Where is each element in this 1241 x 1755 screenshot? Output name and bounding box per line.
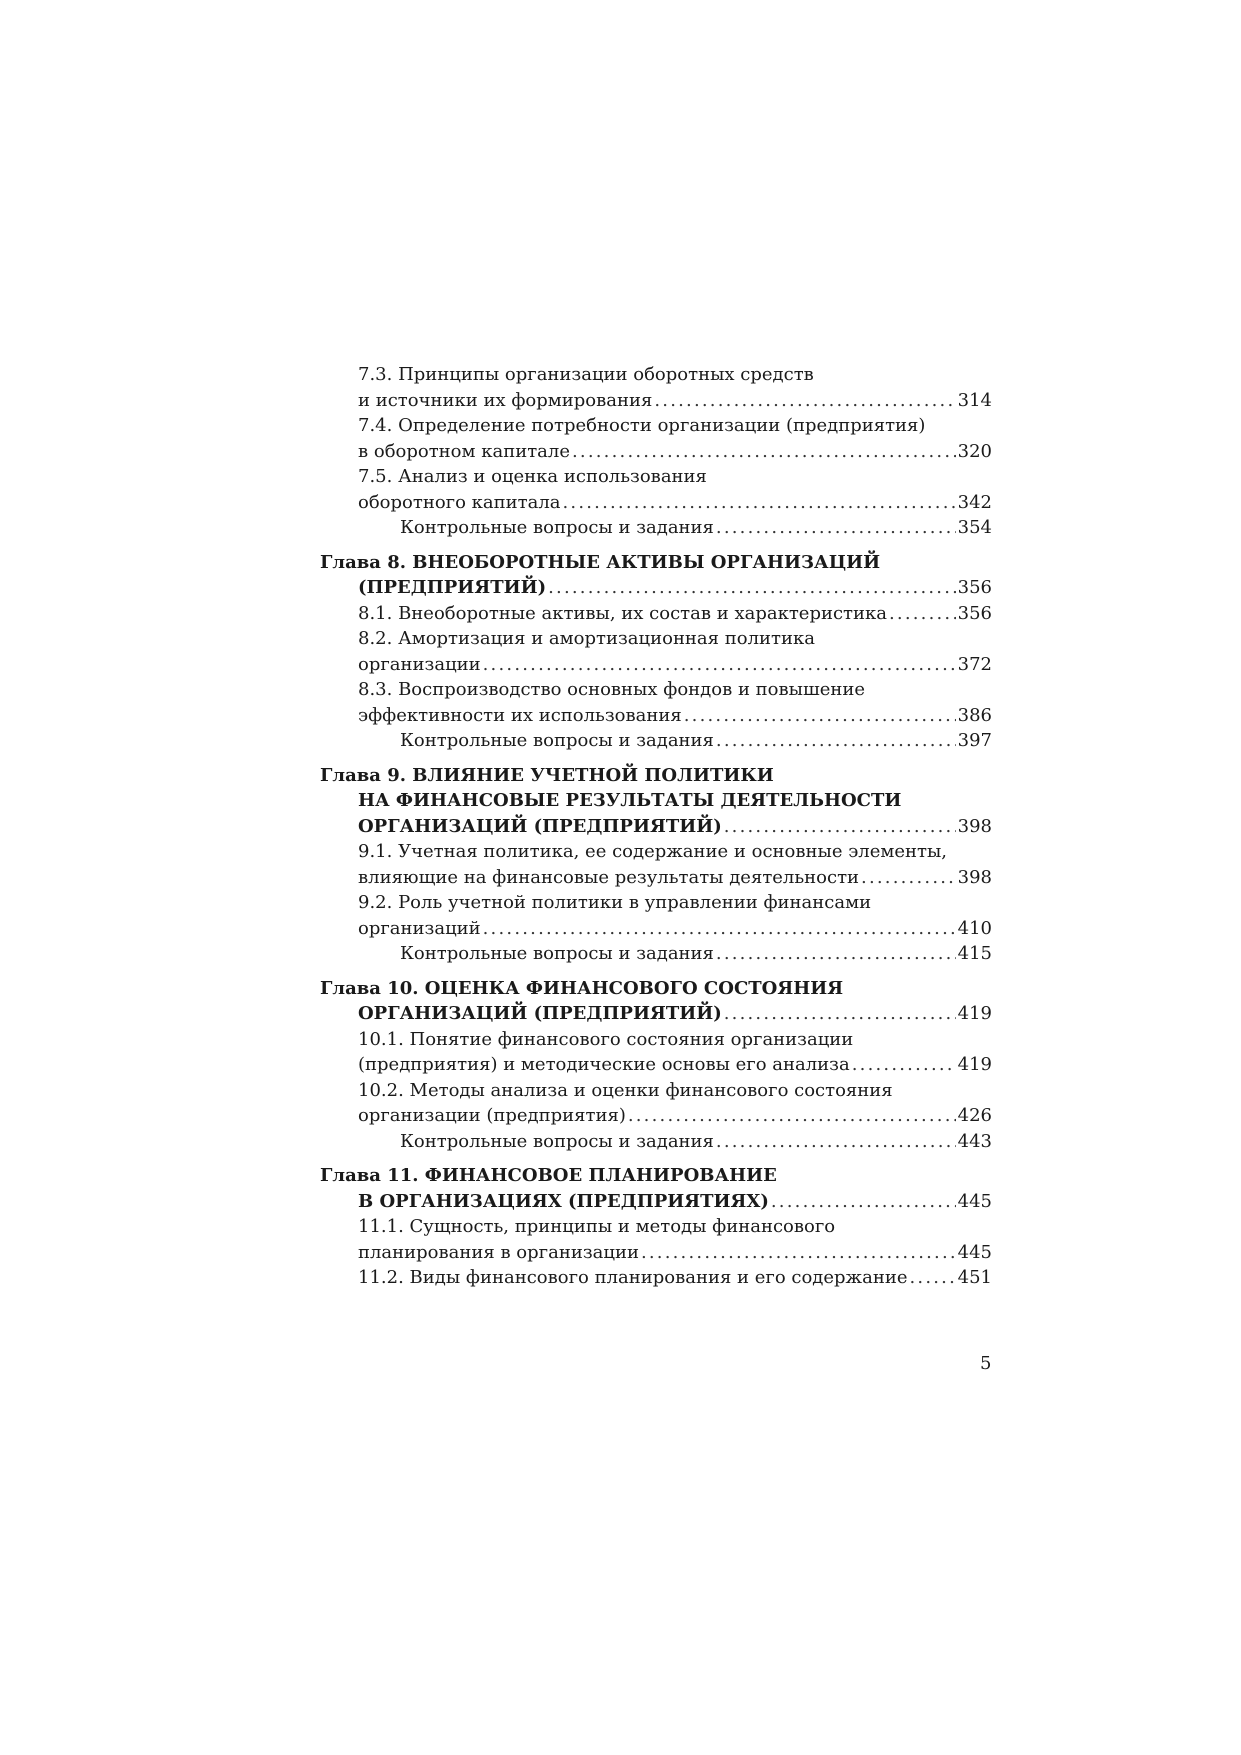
toc-page-number: 320 <box>957 440 992 462</box>
toc-entry-7-4[interactable] <box>320 439 992 465</box>
dot-leader <box>724 1001 956 1027</box>
chapter-heading: Глава 11. ФИНАНСОВОЕ ПЛАНИРОВАНИЕ <box>320 1165 777 1186</box>
toc-entry-text: влияющие на финансовые результаты деятельности <box>358 866 860 888</box>
dot-leader <box>910 1265 956 1291</box>
page-number: 5 <box>980 1353 992 1374</box>
toc-entry-text: 8.3. Воспроизводство основных фондов и повышение <box>358 679 865 700</box>
toc-page-number: 445 <box>957 1190 992 1212</box>
toc-entry-10-1[interactable] <box>320 1052 992 1078</box>
toc-entry-text: 9.1. Учетная политика, ее содержание и основные элементы, <box>358 841 948 862</box>
toc-entry-text: в оборотном капитале <box>358 440 570 462</box>
toc-entry-text: 8.2. Амортизация и амортизационная политика <box>358 628 815 649</box>
toc-page-number: 356 <box>957 577 992 598</box>
toc-entry-text: 7.5. Анализ и оценка использования <box>358 466 707 487</box>
toc-entry-text: 8.1. Внеоборотные активы, их состав и характеристика <box>358 602 887 624</box>
dot-leader <box>716 515 956 541</box>
toc-page-number: 354 <box>957 517 992 538</box>
toc-entry-text: 9.2. Роль учетной политики в управлении финансами <box>358 892 872 913</box>
toc-entry-7-3[interactable] <box>320 388 992 414</box>
toc-entry-7-4-title <box>320 413 992 439</box>
toc-chapter-8-title <box>320 550 992 576</box>
toc-chapter-10-title <box>320 976 992 1002</box>
toc-page-number: 398 <box>957 866 992 888</box>
toc-page-number: 342 <box>957 491 992 513</box>
toc-entry-10-2[interactable] <box>320 1103 992 1129</box>
dot-leader <box>771 1189 956 1215</box>
toc-chapter-11-title <box>320 1163 992 1189</box>
toc-page-number: 415 <box>957 943 992 964</box>
toc-page-number: 419 <box>957 1054 992 1075</box>
toc-page-number: 372 <box>957 653 992 675</box>
toc-entry-text: оборотного капитала <box>358 491 561 513</box>
chapter-heading: В ОРГАНИЗАЦИЯХ (ПРЕДПРИЯТИЯХ) <box>358 1190 769 1212</box>
toc-entry-text: организаций <box>358 917 481 939</box>
toc-entry-text: и источники их формирования <box>358 389 653 411</box>
toc-entry-text: Контрольные вопросы и задания <box>400 943 714 964</box>
chapter-heading: ОРГАНИЗАЦИЙ (ПРЕДПРИЯТИЙ) <box>358 815 722 837</box>
toc-entry-8-3-title <box>320 677 992 703</box>
chapter-heading: (ПРЕДПРИЯТИЙ) <box>358 577 547 598</box>
toc-chapter-9-title-cont <box>320 788 992 814</box>
toc-entry-text: планирования в организации <box>358 1241 639 1263</box>
dot-leader <box>684 703 956 729</box>
toc-entry-9-2-title <box>320 890 992 916</box>
toc-page-number: 314 <box>957 389 992 411</box>
toc-entry-11-2[interactable] <box>320 1265 992 1291</box>
dot-leader <box>716 728 956 754</box>
dot-leader <box>861 865 956 891</box>
chapter-heading: Глава 10. ОЦЕНКА ФИНАНСОВОГО СОСТОЯНИЯ <box>320 977 844 999</box>
toc-entry-control-questions-9[interactable] <box>320 941 992 967</box>
toc-entry-text: 7.3. Принципы организации оборотных средств <box>358 364 814 385</box>
toc-page-number: 397 <box>957 730 992 751</box>
toc-page-number: 419 <box>957 1003 992 1024</box>
dot-leader <box>654 388 955 414</box>
toc-chapter-8[interactable] <box>320 575 992 601</box>
toc-entry-control-questions-8[interactable] <box>320 728 992 754</box>
toc-page-number: 398 <box>957 815 992 837</box>
toc-entry-7-3-title <box>320 362 992 388</box>
toc-entry-10-1-title <box>320 1027 992 1053</box>
toc-entry-text: 7.4. Определение потребности организации (предприятия) <box>358 415 926 436</box>
toc-entry-text: (предприятия) и методические основы его анализа <box>358 1054 850 1075</box>
toc-entry-7-5-title <box>320 464 992 490</box>
toc-chapter-10[interactable] <box>320 1001 992 1027</box>
toc-entry-10-2-title <box>320 1078 992 1104</box>
toc-chapter-9[interactable] <box>320 814 992 840</box>
dot-leader <box>483 652 956 678</box>
dot-leader <box>889 601 956 627</box>
table-of-contents <box>320 362 992 1291</box>
toc-entry-9-1[interactable] <box>320 865 992 891</box>
dot-leader <box>641 1240 956 1266</box>
toc-entry-8-3[interactable] <box>320 703 992 729</box>
toc-page-number: 426 <box>957 1105 992 1126</box>
toc-chapter-11[interactable] <box>320 1189 992 1215</box>
toc-page-number: 356 <box>957 602 992 624</box>
toc-entry-text: Контрольные вопросы и задания <box>400 517 714 538</box>
toc-entry-text: организации (предприятия) <box>358 1105 626 1126</box>
toc-page-number: 386 <box>957 704 992 726</box>
toc-entry-control-questions-10[interactable] <box>320 1129 992 1155</box>
dot-leader <box>562 490 955 516</box>
toc-entry-text: 10.2. Методы анализа и оценки финансового состояния <box>358 1079 893 1101</box>
toc-page-number: 443 <box>957 1130 992 1152</box>
toc-entry-text: 10.1. Понятие финансового состояния организации <box>358 1028 854 1050</box>
toc-entry-8-2-title <box>320 626 992 652</box>
dot-leader <box>572 439 956 465</box>
toc-entry-control-questions-7[interactable] <box>320 515 992 541</box>
toc-entry-8-2[interactable] <box>320 652 992 678</box>
dot-leader <box>628 1103 956 1129</box>
toc-page-number: 451 <box>957 1267 992 1288</box>
toc-entry-11-1-title <box>320 1214 992 1240</box>
toc-entry-text: Контрольные вопросы и задания <box>400 1130 714 1152</box>
dot-leader <box>716 1129 956 1155</box>
dot-leader <box>724 814 956 840</box>
toc-entry-9-1-title <box>320 839 992 865</box>
toc-entry-text: 11.1. Сущность, принципы и методы финансового <box>358 1216 836 1237</box>
toc-entry-text: 11.2. Виды финансового планирования и его содержание <box>358 1267 908 1288</box>
toc-entry-9-2[interactable] <box>320 916 992 942</box>
toc-page-number: 445 <box>957 1241 992 1263</box>
dot-leader <box>548 575 956 601</box>
chapter-heading: Глава 8. ВНЕОБОРОТНЫЕ АКТИВЫ ОРГАНИЗАЦИЙ <box>320 551 881 573</box>
toc-entry-11-1[interactable] <box>320 1240 992 1266</box>
toc-entry-text: организации <box>358 653 481 675</box>
chapter-heading: Глава 9. ВЛИЯНИЕ УЧЕТНОЙ ПОЛИТИКИ <box>320 764 774 786</box>
toc-entry-text: эффективности их использования <box>358 704 682 726</box>
toc-page-number: 410 <box>957 917 992 939</box>
chapter-heading: НА ФИНАНСОВЫЕ РЕЗУЛЬТАТЫ ДЕЯТЕЛЬНОСТИ <box>358 790 902 811</box>
toc-entry-8-1[interactable] <box>320 601 992 627</box>
dot-leader <box>483 916 956 942</box>
toc-entry-text: Контрольные вопросы и задания <box>400 730 714 751</box>
toc-entry-7-5[interactable] <box>320 490 992 516</box>
toc-chapter-9-title <box>320 763 992 789</box>
dot-leader <box>716 941 956 967</box>
dot-leader <box>852 1052 956 1078</box>
chapter-heading: ОРГАНИЗАЦИЙ (ПРЕДПРИЯТИЙ) <box>358 1003 722 1024</box>
